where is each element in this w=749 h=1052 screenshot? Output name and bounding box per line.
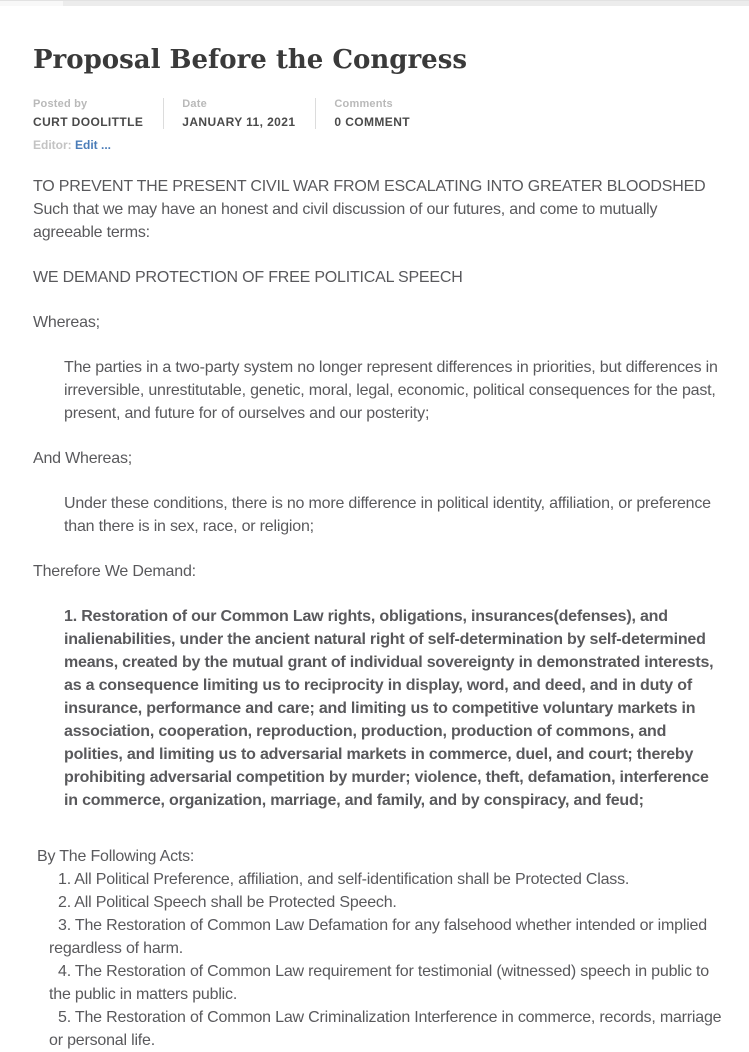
page-title: Proposal Before the Congress <box>33 45 468 75</box>
act-item: 3. The Restoration of Common Law Defamation for any falsehood whether intended or implied regardless of harm. <box>49 916 707 957</box>
edit-link[interactable]: Edit ... <box>75 137 112 152</box>
meta-date <box>182 98 316 129</box>
comments-count: 0 COMMENT <box>334 114 411 129</box>
article-paragraph: Therefore We Demand: <box>33 562 196 580</box>
article-paragraph: Such that we may have an honest and civil discussion of our futures, and come to mutually agreeable terms: <box>33 200 658 241</box>
article-paragraph: And Whereas; <box>33 449 132 467</box>
comments-label: Comments <box>334 97 393 110</box>
article-body <box>33 175 723 1052</box>
date-label: Date <box>182 97 207 110</box>
article-paragraph: Whereas; <box>33 313 100 331</box>
meta-comments <box>334 98 430 129</box>
editor-label: Editor: <box>33 137 72 152</box>
article-paragraph: TO PREVENT THE PRESENT CIVIL WAR FROM ESCALATING INTO GREATER BLOODSHED <box>33 177 706 195</box>
act-item: 4. The Restoration of Common Law requirement for testimonial (witnessed) speech in public to the public in matters public. <box>49 962 709 1003</box>
top-divider-bar <box>0 0 749 6</box>
article-paragraph: Under these conditions, there is no more difference in political identity, affiliation, or preference than there is in sex, race, or religion; <box>64 494 711 535</box>
act-item: 2. All Political Speech shall be Protected Speech. <box>58 893 397 911</box>
meta-posted-by <box>33 98 164 129</box>
article-demand-paragraph: 1. Restoration of our Common Law rights, obligations, insurances(defenses), and inalienabilities, under the ancient natural right of self-determination by self-determined means, created by the mutual grant of individual sovereignty in demonstrated interests, as a consequence limiting us to reciprocity in display, word, and deed, and in duty of insurance, performance and care; and limiting us to competitive voluntary markets in association, cooperation, reproduction, production, production of commons, and polities, and limiting us to adversarial markets in commerce, duel, and court; thereby prohibiting adversarial competition by murder; violence, theft, defamation, interference in commerce, organization, marriage, and family, and by conspiracy, and feud; <box>64 607 714 809</box>
posted-by-value: CURT DOOLITTLE <box>33 114 144 129</box>
post-meta-row <box>33 98 723 129</box>
acts-heading: By The Following Acts: <box>37 847 195 865</box>
date-value: JANUARY 11, 2021 <box>182 114 296 129</box>
editor-line <box>33 138 723 152</box>
top-divider-bar-segment <box>0 1 63 6</box>
act-item: 1. All Political Preference, affiliation, and self-identification shall be Protected Class. <box>58 870 630 888</box>
article-paragraph: The parties in a two-party system no longer represent differences in priorities, but differences in irreversible, unrestitutable, genetic, moral, legal, economic, political consequences for the past, present, and future for of ourselves and our posterity; <box>64 358 718 422</box>
act-item: 5. The Restoration of Common Law Criminalization Interference in commerce, records, marriage or personal life. <box>49 1008 722 1049</box>
article-page <box>0 46 749 1052</box>
article-paragraph: WE DEMAND PROTECTION OF FREE POLITICAL SPEECH <box>33 268 463 286</box>
posted-by-label: Posted by <box>33 97 88 110</box>
